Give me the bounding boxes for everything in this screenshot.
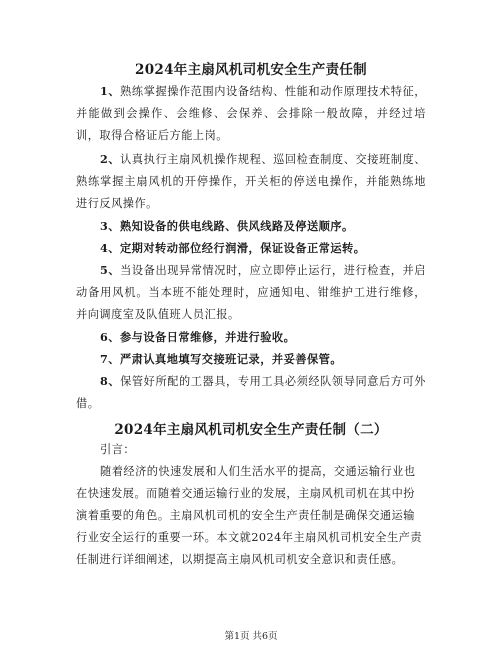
item-number: 4、 — [100, 241, 120, 255]
item-text: 参与设备日常维修，并进行验收。 — [119, 330, 296, 344]
intro-paragraph: 随着经济的快速发展和人们生活水平的提高，交通运输行业也在快速发展。而随着交通运输行业的发展，主扇风机司机在其中扮演着重要的角色。主扇风机司机的安全生产责任制是确保交通运输行业安全运行的重要一环。本文就2024年主扇风机司机安全生产责任制进行详细阐述，以期提高主扇风机司机安全意识和责任感。 — [76, 465, 423, 566]
item-text: 定期对转动部位经行润滑，保证设备正常运转。 — [119, 241, 366, 255]
item-number: 6、 — [100, 330, 120, 344]
list-item-4 — [76, 237, 426, 259]
item-text: 严肃认真地填写交接班记录，并妥善保管。 — [119, 352, 343, 366]
page-footer: 第1页 共6页 — [224, 631, 278, 642]
item-text: 当设备出现异常情况时，应立即停止运行，进行检查，并启动备用风机。当本班不能处理时，应通知电、钳维护工进行维修，并向调度室及队值班人员汇报。 — [76, 264, 426, 321]
item-text: 熟练掌握操作范围内设备结构、性能和动作原理技术特征，并能做到会操作、会维修、会保养、会排除一般故障，并经过培训，取得合格证后方能上岗。 — [76, 85, 426, 142]
list-item-8 — [76, 370, 426, 415]
item-number: 1、 — [100, 84, 121, 98]
list-item-7 — [76, 348, 426, 370]
item-text: 保管好所配的工器具，专用工具必须经队领导同意后方可外借。 — [76, 375, 426, 410]
list-item-6 — [76, 326, 426, 348]
item-number: 3、 — [100, 219, 120, 233]
list-item-3 — [76, 215, 426, 237]
item-number: 5、 — [100, 263, 121, 277]
list-item-2 — [76, 148, 426, 215]
intro-label: 引言： — [100, 443, 136, 456]
list-item-5 — [76, 259, 426, 326]
item-number: 8、 — [100, 374, 121, 388]
section-title: 2024年主扇风机司机安全生产责任制（二） — [114, 422, 388, 438]
item-text: 认真执行主扇风机操作规程、巡回检查制度、交接班制度、熟练掌握主扇风机的开停操作，开关柜的停送电操作，并能熟练地进行反风操作。 — [76, 153, 426, 210]
item-number: 2、 — [100, 152, 121, 166]
item-text: 熟知设备的供电线路、供风线路及停送顺序。 — [119, 219, 354, 233]
list-item-1 — [76, 80, 426, 147]
document-title: 2024年主扇风机司机安全生产责任制 — [135, 62, 367, 78]
item-number: 7、 — [100, 352, 120, 366]
